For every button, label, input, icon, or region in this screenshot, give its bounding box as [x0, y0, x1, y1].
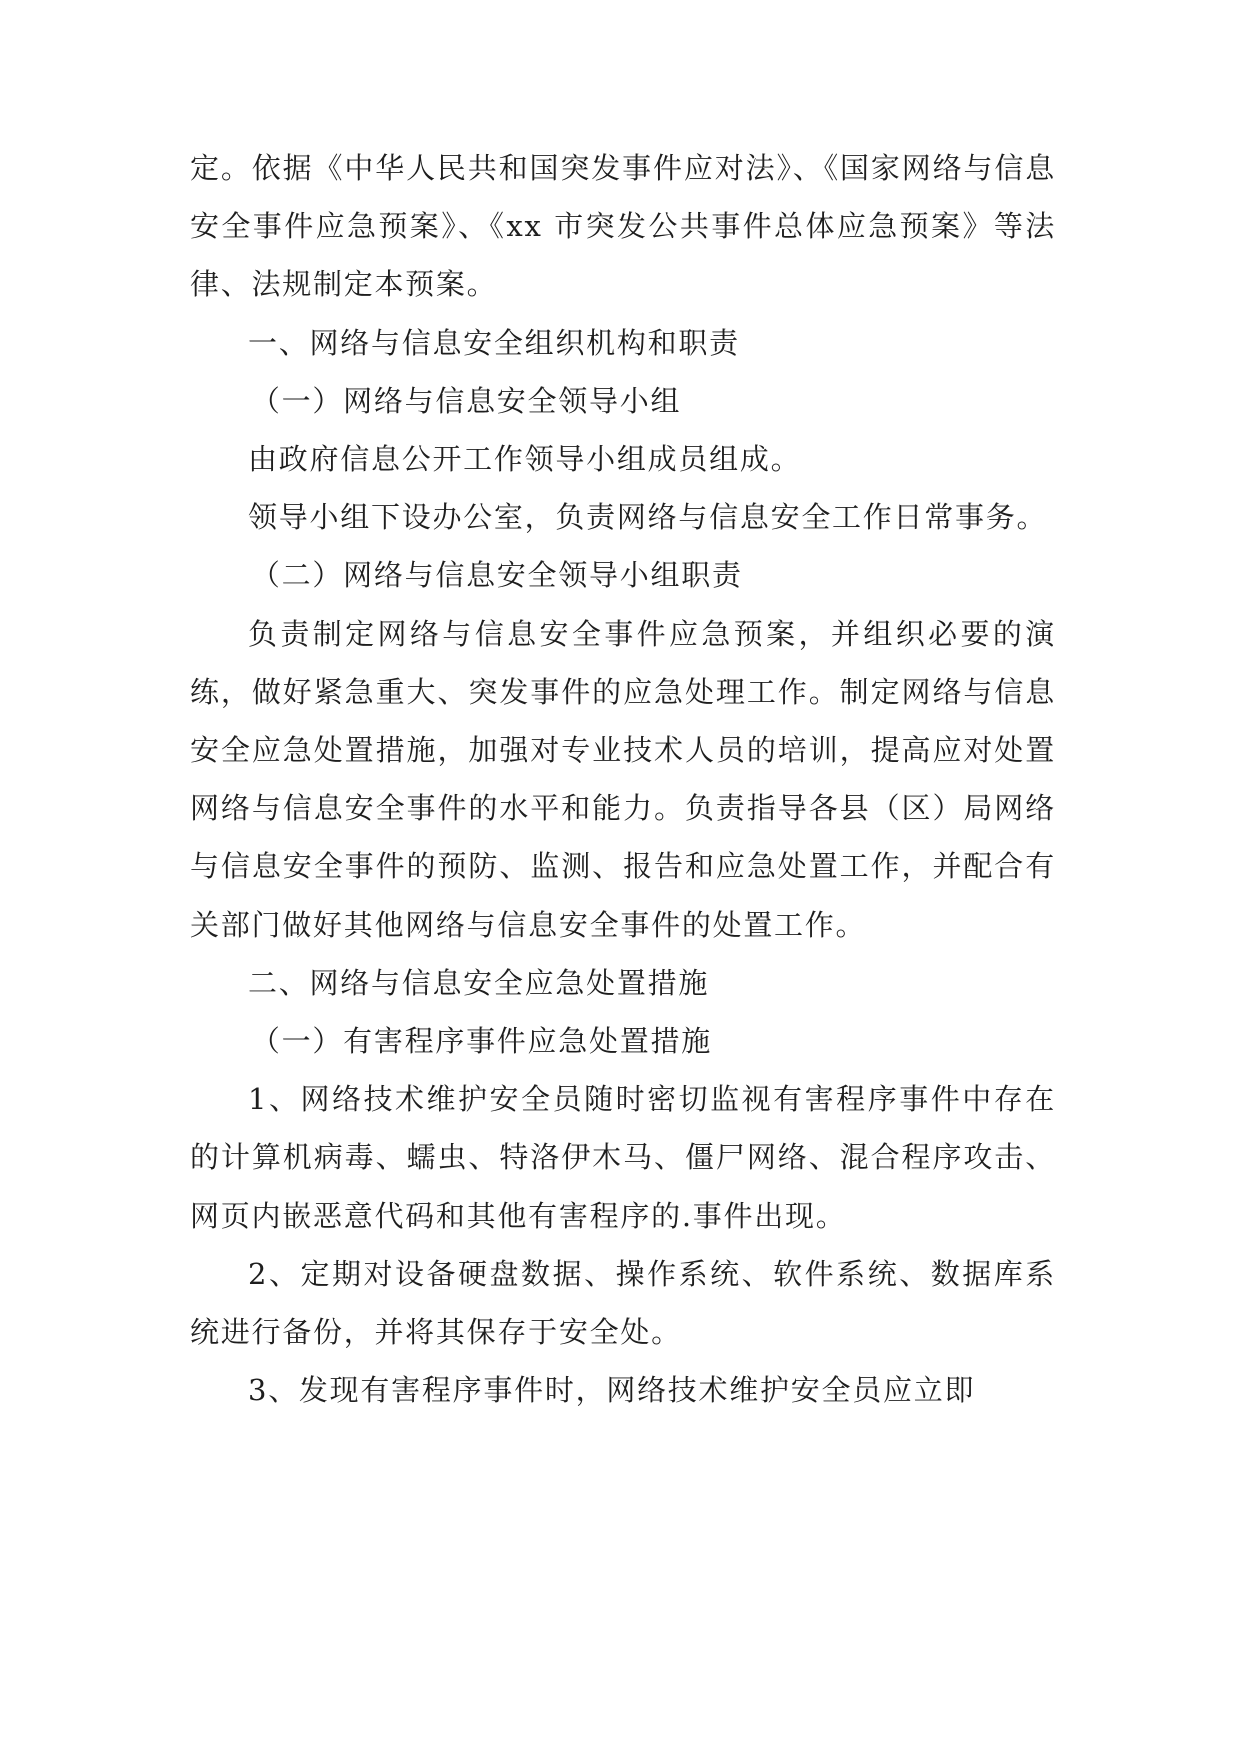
paragraph-leadership-office: 领导小组下设办公室，负责网络与信息安全工作日常事务。: [248, 500, 1048, 535]
subsection-heading-1-1: （一）网络与信息安全领导小组: [250, 383, 682, 418]
list-item-2: 2、定期对设备硬盘数据、操作系统、软件系统、数据库系统进行备份，并将其保存于安全处。: [190, 1256, 1056, 1350]
paragraph-leadership-members: 由政府信息公开工作领导小组成员组成。: [248, 442, 802, 477]
section-heading-1: 一、网络与信息安全组织机构和职责: [248, 325, 740, 360]
document-page: [190, 139, 1056, 1419]
subsection-heading-1-2: （二）网络与信息安全领导小组职责: [250, 558, 743, 593]
section-heading-2: 二、网络与信息安全应急处置措施: [248, 965, 710, 1000]
paragraph-leadership-duties: 负责制定网络与信息安全事件应急预案，并组织必要的演练，做好紧急重大、突发事件的应急处理工作。制定网络与信息安全应急处置措施，加强对专业技术人员的培训，提高应对处置网络与信息安全事件的水平和能力。负责指导各县（区）局网络与信息安全事件的预防、监测、报告和应急处置工作，并配合有关部门做好其他网络与信息安全事件的处置工作。: [190, 616, 1056, 942]
list-item-3: 3、发现有害程序事件时，网络技术维护安全员应立即: [248, 1373, 976, 1408]
paragraph-continuation: 定。依据《中华人民共和国突发事件应对法》、《国家网络与信息安全事件应急预案》、《xx 市突发公共事件总体应急预案》等法律、法规制定本预案。: [190, 151, 1056, 302]
list-item-1: 1、网络技术维护安全员随时密切监视有害程序事件中存在的计算机病毒、蠕虫、特洛伊木马、僵尸网络、混合程序攻击、网页内嵌恶意代码和其他有害程序的.事件出现。: [190, 1082, 1056, 1233]
subsection-heading-2-1: （一）有害程序事件应急处置措施: [250, 1024, 712, 1059]
